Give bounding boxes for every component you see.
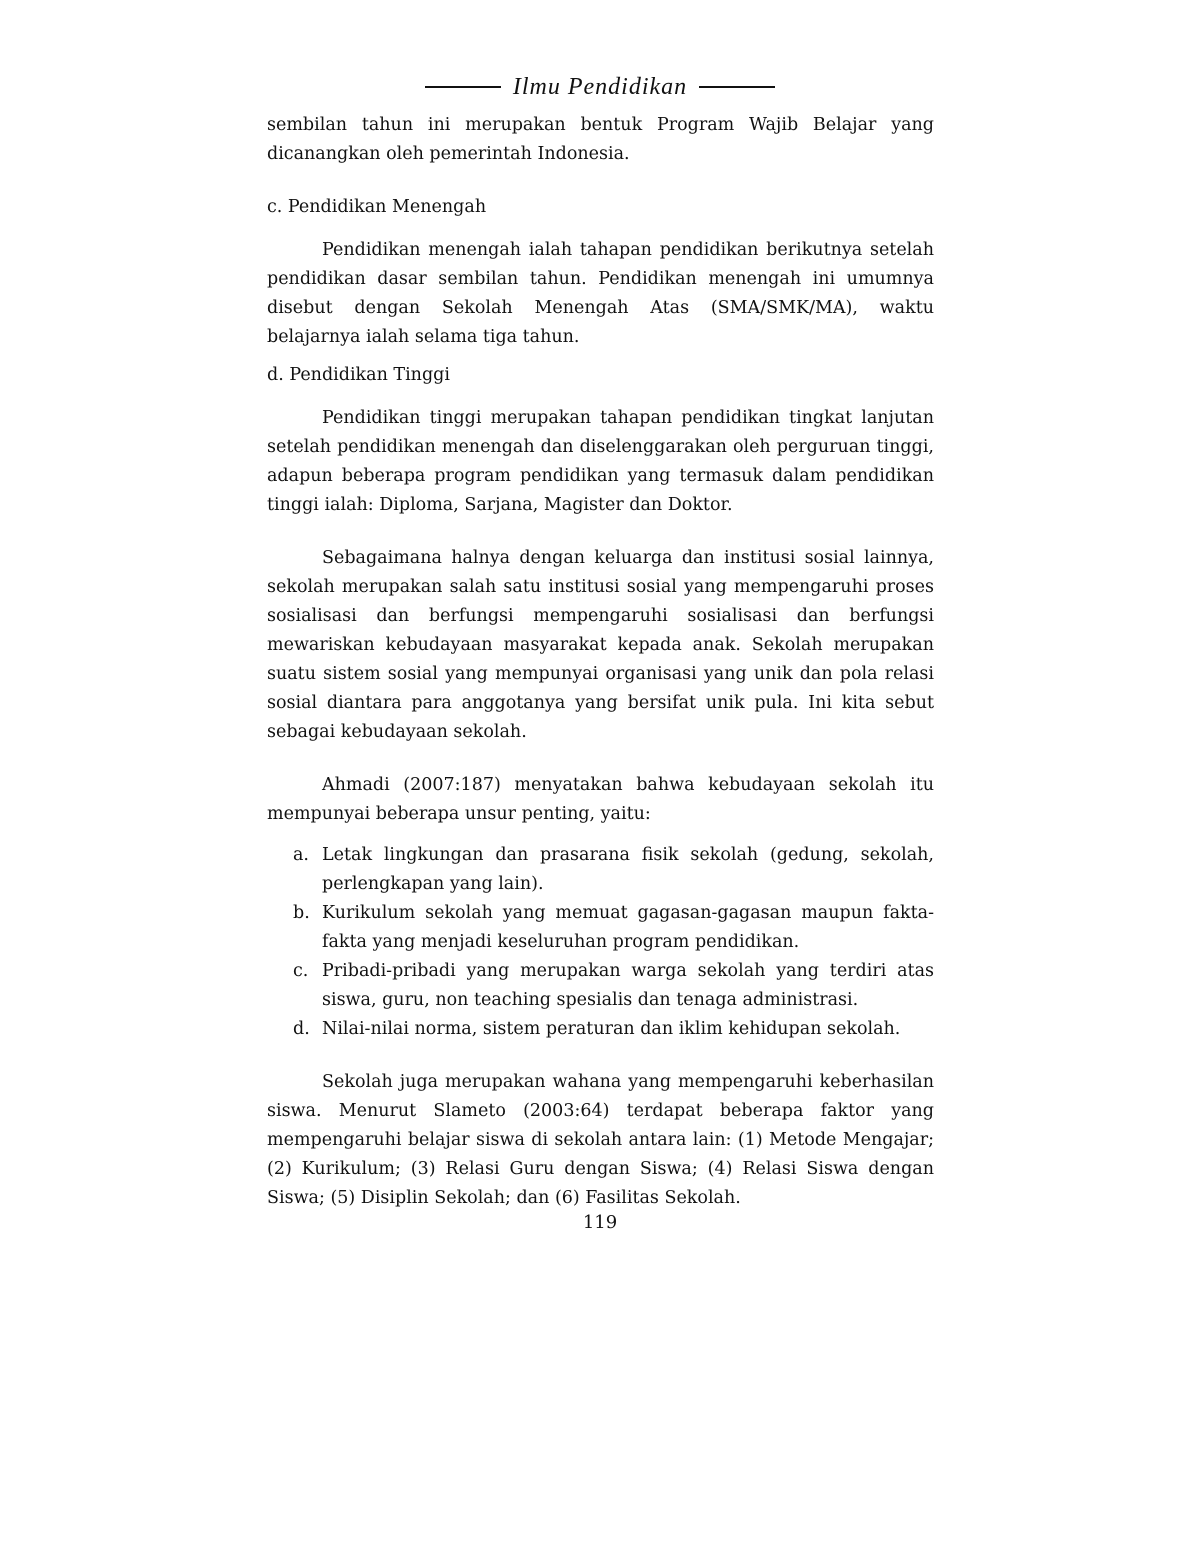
header-rule-left <box>425 86 501 88</box>
list-marker: a. <box>293 845 309 865</box>
paragraph-pendidikan-menengah: Pendidikan menengah ialah tahapan pendidikan berikutnya setelah pendidikan dasar sembilan tahun. Pendidikan menengah ini umumnya disebut dengan Sekolah Menengah Atas (SMA/SMK/MA), waktu belajarnya ialah selama tiga tahun. <box>267 240 934 347</box>
list-marker: d. <box>293 1019 310 1039</box>
list-item <box>267 899 934 957</box>
section-heading-d: d. Pendidikan Tinggi <box>267 365 450 385</box>
school-culture-elements-list <box>267 841 934 1044</box>
list-item <box>267 841 934 899</box>
continuation-paragraph: sembilan tahun ini merupakan bentuk Program Wajib Belajar yang dicanangkan oleh pemerintah Indonesia. <box>267 115 934 164</box>
paragraph-ahmadi: Ahmadi (2007:187) menyatakan bahwa kebudayaan sekolah itu mempunyai beberapa unsur penting, yaitu: <box>267 775 934 824</box>
page-number: 119 <box>582 1212 618 1233</box>
paragraph-slameto: Sekolah juga merupakan wahana yang mempengaruhi keberhasilan siswa. Menurut Slameto (2003:64) terdapat beberapa faktor yang mempengaruhi belajar siswa di sekolah antara lain: (1) Metode Mengajar; (2) Kurikulum; (3) Relasi Guru dengan Siswa; (4) Relasi Siswa dengan Siswa; (5) Disiplin Sekolah; dan (6) Fasilitas Sekolah. <box>267 1072 934 1208</box>
list-item <box>267 957 934 1015</box>
list-marker: c. <box>293 961 309 981</box>
section-heading-c: c. Pendidikan Menengah <box>267 197 487 217</box>
running-header <box>402 70 798 104</box>
list-item-text: Kurikulum sekolah yang memuat gagasan-gagasan maupun fakta-fakta yang menjadi keseluruhan program pendidikan. <box>322 903 934 952</box>
list-item-text: Letak lingkungan dan prasarana fisik sekolah (gedung, sekolah, perlengkapan yang lain). <box>322 845 934 894</box>
list-item-text: Nilai-nilai norma, sistem peraturan dan iklim kehidupan sekolah. <box>322 1019 901 1039</box>
running-title: Ilmu Pendidikan <box>512 73 688 100</box>
list-item-text: Pribadi-pribadi yang merupakan warga sekolah yang terdiri atas siswa, guru, non teaching spesialis dan tenaga administrasi. <box>322 961 934 1010</box>
list-marker: b. <box>293 903 310 923</box>
paragraph-kebudayaan-sekolah: Sebagaimana halnya dengan keluarga dan institusi sosial lainnya, sekolah merupakan salah satu institusi sosial yang mempengaruhi proses sosialisasi dan berfungsi mempengaruhi sosialisasi dan berfungsi mewariskan kebudayaan masyarakat kepada anak. Sekolah merupakan suatu sistem sosial yang mempunyai organisasi yang unik dan pola relasi sosial diantara para anggotanya yang bersifat unik pula. Ini kita sebut sebagai kebudayaan sekolah. <box>267 548 934 742</box>
list-item <box>267 1015 934 1044</box>
header-rule-right <box>699 86 775 88</box>
body-text <box>267 111 934 1213</box>
paragraph-pendidikan-tinggi: Pendidikan tinggi merupakan tahapan pendidikan tingkat lanjutan setelah pendidikan menengah dan diselenggarakan oleh perguruan tinggi, adapun beberapa program pendidikan yang termasuk dalam pendidikan tinggi ialah: Diploma, Sarjana, Magister dan Doktor. <box>267 408 934 515</box>
